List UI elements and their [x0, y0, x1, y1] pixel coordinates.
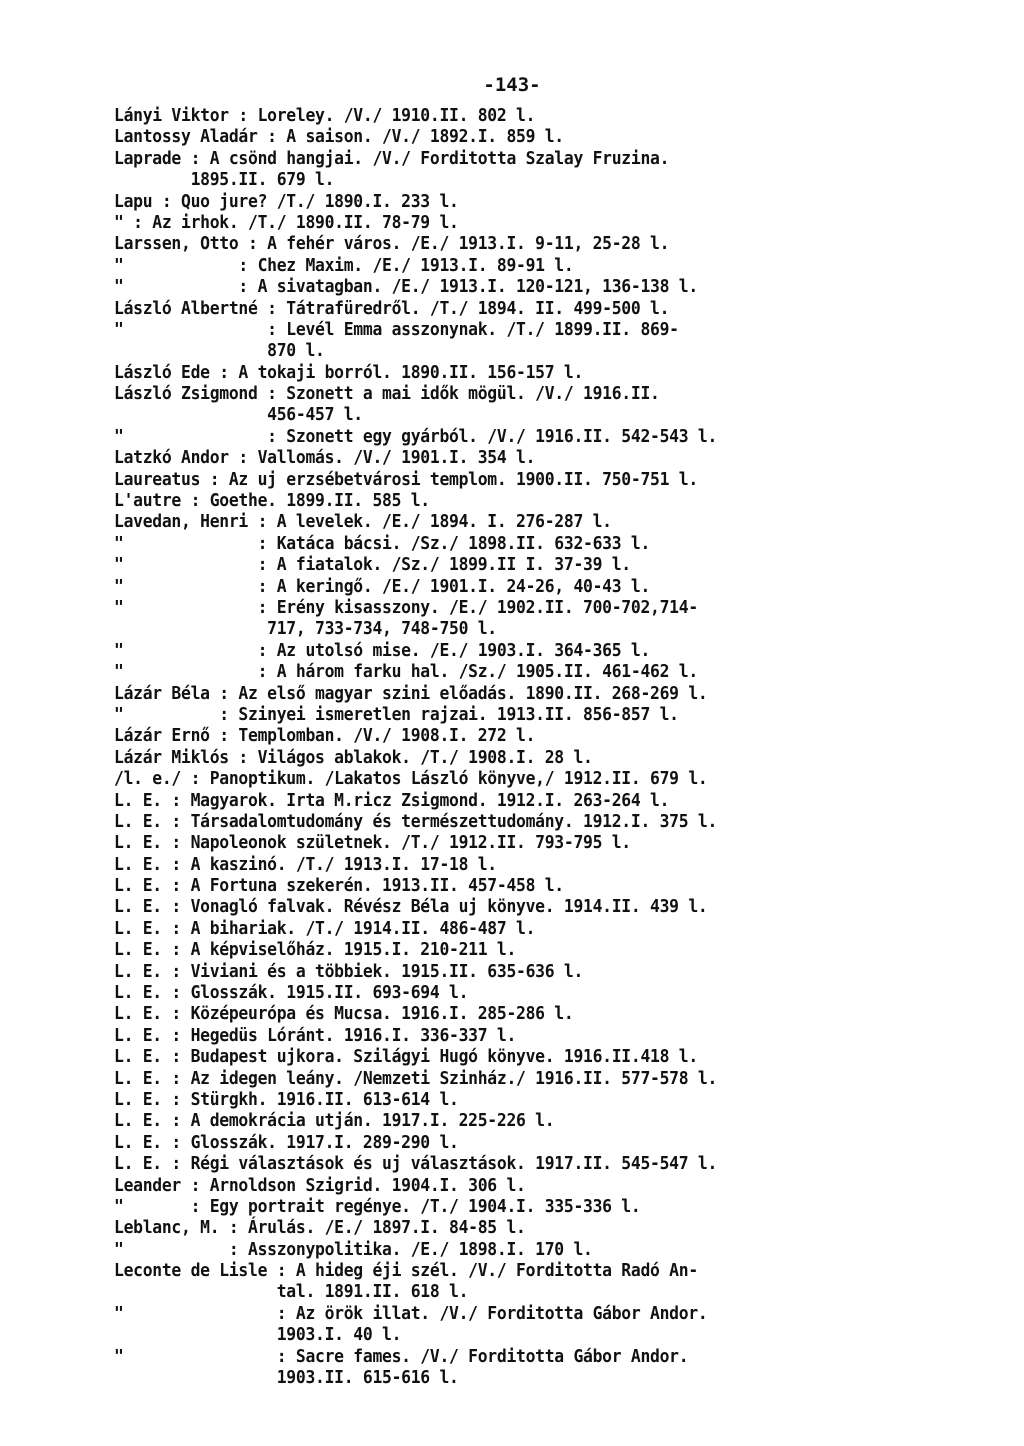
entry-line: L. E. : A kaszinó. /T./ 1913.I. 17-18 l.: [114, 854, 497, 875]
entry-line: " : Asszonypolitika. /E./ 1898.I. 170 l.: [114, 1239, 593, 1260]
entry-line: Laprade : A csönd hangjai. /V./ Forditotta Szalay Fruzina.: [114, 148, 670, 169]
entry-line: tal. 1891.II. 618 l.: [114, 1282, 469, 1303]
entry-line: " : Egy portrait regénye. /T./ 1904.I. 335-336 l.: [114, 1196, 641, 1217]
entry-line: L. E. : Stürgkh. 1916.II. 613-614 l.: [114, 1089, 459, 1110]
entry-line: L. E. : Társadalomtudomány és természettudomány. 1912.I. 375 l.: [114, 811, 718, 832]
entry-line: 456-457 l.: [114, 405, 363, 426]
entry-line: L. E. : Az idegen leány. /Nemzeti Szinház./ 1916.II. 577-578 l.: [114, 1068, 718, 1089]
entry-line: L. E. : A Fortuna szekerén. 1913.II. 457-458 l.: [114, 876, 564, 897]
entry-line: Lányi Viktor : Loreley. /V./ 1910.II. 802 l.: [114, 106, 536, 126]
entry-line: /l. e./ : Panoptikum. /Lakatos László könyve,/ 1912.II. 679 l.: [114, 769, 708, 790]
entry-line: " : Szinyei ismeretlen rajzai. 1913.II. 856-857 l.: [114, 704, 679, 725]
entry-line: László Zsigmond : Szonett a mai idők mögül. /V./ 1916.II.: [114, 384, 660, 405]
entry-line: L. E. : A demokrácia utján. 1917.I. 225-226 l.: [114, 1111, 555, 1132]
entry-line: L. E. : Glosszák. 1915.II. 693-694 l.: [114, 983, 469, 1004]
entry-line: Lázár Miklós : Világos ablakok. /T./ 1908.I. 28 l.: [114, 747, 593, 768]
entry-line: Lázár Béla : Az első magyar szini előadás. 1890.II. 268-269 l.: [114, 683, 708, 704]
entry-line: " : A fiatalok. /Sz./ 1899.II I. 37-39 l.: [114, 555, 631, 576]
entry-line: L. E. : Hegedüs Lóránt. 1916.I. 336-337 l.: [114, 1025, 517, 1046]
entry-line: " : Erény kisasszony. /E./ 1902.II. 700-702,714-: [114, 597, 698, 618]
entry-line: L. E. : Magyarok. Irta M.ricz Zsigmond. 1912.I. 263-264 l.: [114, 790, 670, 811]
bibliography-entries: [114, 106, 1014, 1389]
entry-line: L. E. : Középeurópa és Mucsa. 1916.I. 285-286 l.: [114, 1004, 574, 1025]
entry-line: L'autre : Goethe. 1899.II. 585 l.: [114, 491, 430, 512]
entry-line: 1903.II. 615-616 l.: [114, 1368, 459, 1389]
entry-line: Lantossy Aladár : A saison. /V./ 1892.I. 859 l.: [114, 127, 564, 148]
entry-line: Lapu : Quo jure? /T./ 1890.I. 233 l.: [114, 191, 459, 212]
entry-line: " : Chez Maxim. /E./ 1913.I. 89-91 l.: [114, 255, 574, 276]
entry-line: " : Szonett egy gyárból. /V./ 1916.II. 542-543 l.: [114, 426, 718, 447]
entry-line: Latzkó Andor : Vallomás. /V./ 1901.I. 354 l.: [114, 448, 536, 469]
entry-line: Leconte de Lisle : A hideg éji szél. /V./ Forditotta Radó An-: [114, 1261, 698, 1282]
entry-line: 717, 733-734, 748-750 l.: [114, 619, 497, 640]
entry-line: 1903.I. 40 l.: [114, 1325, 402, 1346]
entry-line: " : Az utolsó mise. /E./ 1903.I. 364-365 l.: [114, 640, 651, 661]
entry-line: L. E. : Régi választások és uj választások. 1917.II. 545-547 l.: [114, 1154, 718, 1175]
entry-line: Lázár Ernő : Templomban. /V./ 1908.I. 272 l.: [114, 726, 536, 747]
entry-line: 870 l.: [114, 341, 325, 362]
entry-line: L. E. : Budapest ujkora. Szilágyi Hugó könyve. 1916.II.418 l.: [114, 1047, 698, 1068]
entry-line: Leblanc, M. : Árulás. /E./ 1897.I. 84-85 l.: [114, 1218, 526, 1239]
entry-line: " : A keringő. /E./ 1901.I. 24-26, 40-43 l.: [114, 576, 651, 597]
entry-line: Larssen, Otto : A fehér város. /E./ 1913.I. 9-11, 25-28 l.: [114, 234, 670, 255]
entry-line: L. E. : A bihariak. /T./ 1914.II. 486-487 l.: [114, 918, 536, 939]
entry-line: " : Sacre fames. /V./ Forditotta Gábor Andor.: [114, 1346, 689, 1367]
entry-line: L. E. : Viviani és a többiek. 1915.II. 635-636 l.: [114, 961, 584, 982]
entry-line: László Albertné : Tátrafüredről. /T./ 1894. II. 499-500 l.: [114, 298, 670, 319]
page-number: -143-: [483, 74, 541, 96]
entry-line: " : A sivatagban. /E./ 1913.I. 120-121, 136-138 l.: [114, 277, 698, 298]
entry-line: Leander : Arnoldson Szigrid. 1904.I. 306 l.: [114, 1175, 526, 1196]
entry-line: " : Levél Emma asszonynak. /T./ 1899.II. 869-: [114, 319, 679, 340]
entry-line: Lavedan, Henri : A levelek. /E./ 1894. I. 276-287 l.: [114, 512, 612, 533]
entry-line: L. E. : Vonagló falvak. Révész Béla uj könyve. 1914.II. 439 l.: [114, 897, 708, 918]
entry-line: L. E. : Glosszák. 1917.I. 289-290 l.: [114, 1132, 459, 1153]
entry-line: László Ede : A tokaji borról. 1890.II. 156-157 l.: [114, 362, 584, 383]
entry-line: " : A három farku hal. /Sz./ 1905.II. 461-462 l.: [114, 662, 698, 683]
entry-line: " : Katáca bácsi. /Sz./ 1898.II. 632-633 l.: [114, 533, 651, 554]
entry-line: Laureatus : Az uj erzsébetvárosi templom. 1900.II. 750-751 l.: [114, 469, 698, 490]
entry-line: L. E. : A képviselőház. 1915.I. 210-211 l.: [114, 940, 517, 961]
entry-line: " : Az örök illat. /V./ Forditotta Gábor Andor.: [114, 1303, 708, 1324]
entry-line: L. E. : Napoleonok születnek. /T./ 1912.II. 793-795 l.: [114, 833, 631, 854]
entry-line: 1895.II. 679 l.: [114, 170, 335, 191]
entry-line: " : Az irhok. /T./ 1890.II. 78-79 l.: [114, 212, 459, 233]
